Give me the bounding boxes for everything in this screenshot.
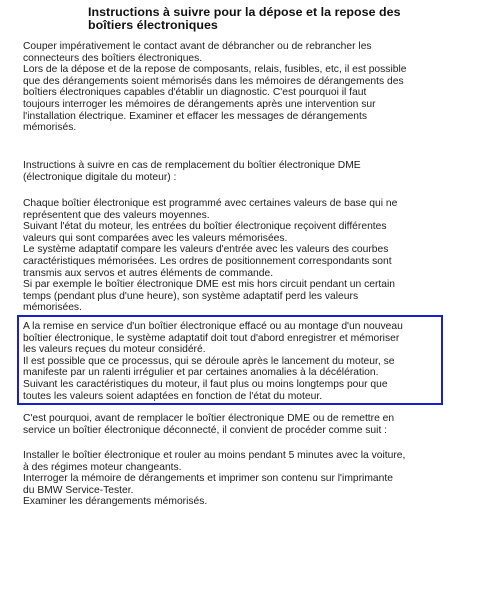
text-line: mémorisés. [23,122,77,134]
text-line: manifeste par un ralenti irrégulier et par certaines anomalies à la décélération. [23,367,379,379]
section-heading-dme [23,160,463,183]
document-title [88,6,468,32]
text-line: Le système adaptatif compare les valeurs d'entrée avec les valeurs des courbes [23,244,389,256]
title-line: Instructions à suivre pour la dépose et la repose des [88,5,401,19]
paragraph-adaptive-system [23,198,463,314]
text-line: du BMW Service-Tester. [23,484,134,496]
text-line: Interroger la mémoire de dérangements et imprimer son contenu sur l'imprimante [23,473,393,485]
text-line: boîtiers électroniques capables d'établir un diagnostic. C'est pourquoi il faut [23,87,367,99]
title-line: boîtiers électroniques [88,18,218,32]
text-line: (électronique digitale du moteur) : [23,171,177,183]
text-line: transmis aux servos et autres éléments de commande. [23,267,274,279]
text-line: Examiner les dérangements mémorisés. [23,496,208,508]
text-line: Suivant les caractéristiques du moteur, il faut plus ou moins longtemps pour que [23,378,388,390]
paragraph-procedure-steps [23,450,463,508]
text-line: service un boîtier électronique déconnecté, il convient de procéder comme suit : [23,424,388,436]
text-line: valeurs qui sont comparées avec les valeurs mémorisées. [23,232,288,244]
text-line: les valeurs reçues du moteur considéré. [23,344,206,356]
text-line: mémorisées. [23,302,82,314]
text-line: C'est pourquoi, avant de remplacer le boîtier électronique DME ou de remettre en [23,413,395,424]
text-line: l'installation électrique. Examiner et effacer les messages de dérangements [23,110,368,122]
text-line: Lors de la dépose et de la repose de composants, relais, fusibles, etc, il est possible [23,64,407,76]
paragraph-intro-warning [23,41,463,134]
text-line: toutes les valeurs soient adaptées en fonction de l'état du moteur. [23,390,323,402]
text-line: que des dérangements soient mémorisés dans les mémoires de dérangements des [23,75,404,87]
text-line: toujours interroger les mémoires de dérangements après une intervention sur [23,98,376,110]
text-line: Il est possible que ce processus, qui se déroule après le lancement du moteur, se [23,355,395,367]
text-line: boîtier électronique, le système adaptatif doit tout d'abord enregistrer et mémoriser [23,332,400,344]
text-line: Installer le boîtier électronique et rouler au moins pendant 5 minutes avec la voiture, [23,450,406,461]
paragraph-highlighted [23,321,463,402]
text-line: A la remise en service d'un boîtier électronique effacé ou au montage d'un nouveau [23,321,403,332]
text-line: représentent que des valeurs moyennes. [23,209,210,221]
paragraph-procedure-intro [23,413,463,436]
text-line: à des régimes moteur changeants. [23,461,182,473]
text-line: Instructions à suivre en cas de remplacement du boîtier électronique DME [23,160,361,171]
text-line: caractéristiques mémorisées. Les ordres de positionnement correspondants sont [23,255,392,267]
text-line: Couper impérativement le contact avant de débrancher ou de rebrancher les [23,41,372,52]
text-line: Chaque boîtier électronique est programmé avec certaines valeurs de base qui ne [23,198,398,209]
text-line: Suivant l'état du moteur, les entrées du boîtier électronique reçoivent différentes [23,221,387,233]
text-line: temps (pendant plus d'une heure), son système adaptatif perd les valeurs [23,290,359,302]
text-line: connecteurs des boîtiers électroniques. [23,52,203,64]
text-line: Si par exemple le boîtier électronique DME est mis hors circuit pendant un certain [23,279,396,291]
